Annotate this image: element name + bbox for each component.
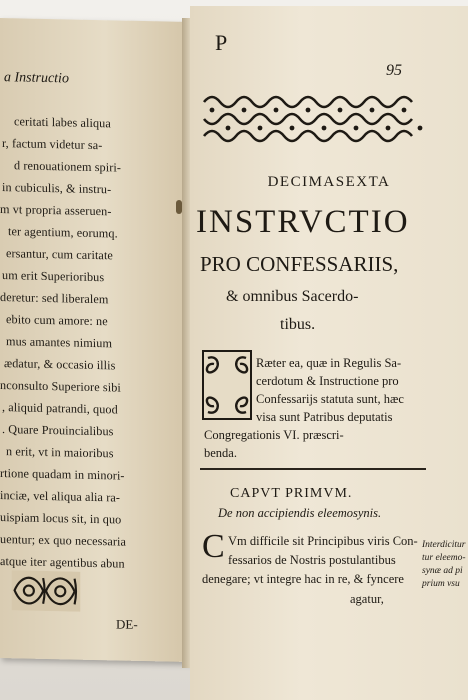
page-number: 95 [386, 62, 402, 79]
text-line: ebito cum amore: ne [6, 312, 108, 329]
title-line-3: PRO CONFESSARIIS, [200, 252, 399, 276]
text-line: d renouationem spiri- [14, 158, 122, 175]
chapter-heading: CAPVT PRIMVM. [230, 486, 353, 501]
text-line: deretur: sed liberalem [0, 290, 109, 307]
right-page [190, 6, 468, 700]
text-line: rtione quadam in minori- [0, 466, 125, 483]
para-line: Confessarijs statuta sunt, hæc [256, 392, 404, 406]
catchword: DE- [116, 616, 138, 632]
text-line: atque iter agentibus abun [0, 554, 125, 571]
binding-hole [176, 200, 182, 214]
title-line-2: INSTRVCTIO [196, 204, 410, 240]
margin-note: prium vsu [422, 579, 460, 589]
body-line: denegare; vt integre hac in re, & fyncere [202, 572, 404, 586]
text-line: , aliquid patrandi, quod [2, 400, 118, 417]
body-line: Vm difficile sit Principibus viris Con- [228, 534, 418, 548]
text-line: ter agentium, eorumq. [8, 224, 118, 241]
para-line: benda. [204, 446, 237, 460]
ornament-icon [0, 570, 94, 612]
text-line: um erit Superioribus [2, 268, 105, 285]
text-line: n erit, vt in maioribus [6, 444, 114, 461]
para-line: Ræter ea, quæ in Regulis Sa- [256, 356, 402, 370]
body-initial: C [202, 528, 225, 565]
text-line: nconsulto Superiore sibi [0, 378, 121, 395]
margin-note: Interdicitur [422, 540, 466, 550]
text-line: ædatur, & occasio illis [4, 356, 116, 373]
text-line: in cubiculis, & instru- [2, 180, 112, 197]
text-line: inciæ, vel aliqua alia ra- [0, 488, 121, 505]
running-head: a Instructio [4, 70, 69, 87]
para-line: visa sunt Patribus deputatis [256, 410, 393, 424]
para-line: Congregationis VI. præscri- [204, 428, 344, 442]
chapter-subtitle: De non accipiendis eleemosynis. [218, 506, 382, 520]
initial-letter: P [215, 30, 228, 55]
divider [200, 468, 426, 470]
text-line: r, factum videtur sa- [2, 136, 103, 153]
text-line: ceritati labes aliqua [14, 114, 111, 131]
text-line: ersantur, cum caritate [6, 246, 113, 263]
body-line: agatur, [350, 592, 384, 606]
body-line: fessarios de Nostris postulantibus [228, 553, 396, 567]
left-page [0, 18, 190, 662]
text-line: . Quare Prouincialibus [2, 422, 114, 439]
text-line: m vt propria asseruen- [0, 202, 112, 219]
title-line-5: tibus. [280, 316, 316, 333]
text-line: uentur; ex quo necessaria [0, 532, 127, 549]
decorated-initial-icon [202, 350, 252, 420]
text-line: uispiam locus sit, in quo [0, 510, 122, 527]
headpiece-ornament-icon [200, 88, 426, 150]
para-line: cerdotum & Instructione pro [256, 374, 399, 388]
text-line: mus amantes nimium [6, 334, 113, 351]
margin-note: tur eleemo- [422, 553, 466, 563]
title-line-1: DECIMASEXTA [267, 174, 391, 190]
margin-note: synæ ad pi [422, 566, 463, 576]
title-line-4: & omnibus Sacerdo- [226, 288, 359, 305]
